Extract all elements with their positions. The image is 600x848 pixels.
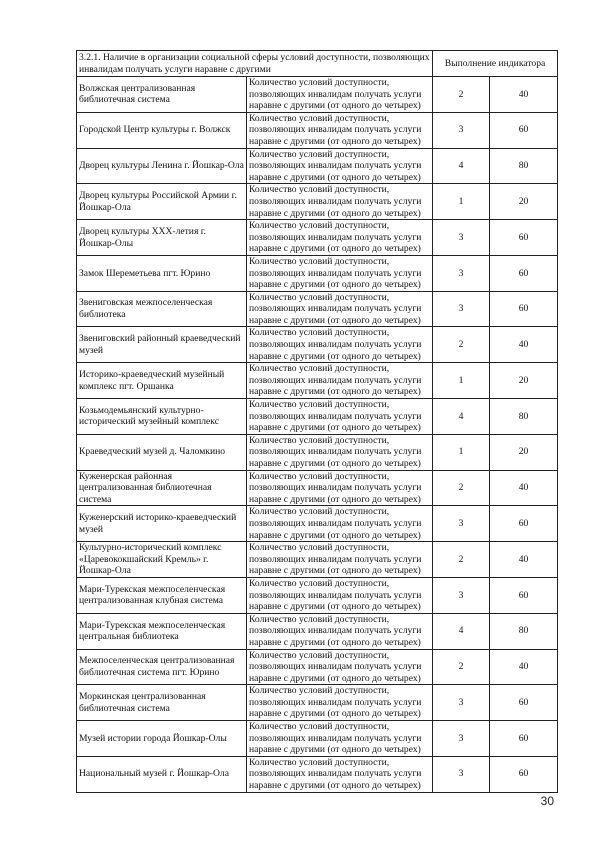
conditions-count-cell: 3 bbox=[433, 112, 490, 148]
org-name-cell: Козьмодемьянский культурно-исторический музейный комплекс bbox=[77, 399, 247, 435]
org-name-cell: Городской Центр культуры г. Волжск bbox=[77, 112, 247, 148]
accessibility-table bbox=[76, 50, 558, 793]
percent-cell: 60 bbox=[490, 255, 558, 291]
table-row bbox=[77, 112, 558, 148]
table-header-row bbox=[77, 51, 558, 77]
org-name-cell: Замок Шереметьева пгт. Юрино bbox=[77, 255, 247, 291]
table-row bbox=[77, 77, 558, 113]
org-name-cell: Краеведческий музей д. Чаломкино bbox=[77, 434, 247, 470]
table-row bbox=[77, 291, 558, 327]
percent-cell: 20 bbox=[490, 363, 558, 399]
conditions-count-cell: 2 bbox=[433, 649, 490, 685]
percent-cell: 80 bbox=[490, 613, 558, 649]
conditions-count-cell: 3 bbox=[433, 291, 490, 327]
conditions-count-cell: 3 bbox=[433, 721, 490, 757]
indicator-description-cell: Количество условий доступности, позволяющих инвалидам получать услуги наравне с другими (от одного до четырех) bbox=[247, 577, 433, 613]
percent-cell: 60 bbox=[490, 577, 558, 613]
indicator-description-cell: Количество условий доступности, позволяющих инвалидам получать услуги наравне с другими (от одного до четырех) bbox=[247, 255, 433, 291]
table-row bbox=[77, 184, 558, 220]
percent-cell: 40 bbox=[490, 649, 558, 685]
indicator-description-cell: Количество условий доступности, позволяющих инвалидам получать услуги наравне с другими (от одного до четырех) bbox=[247, 542, 433, 578]
conditions-count-cell: 3 bbox=[433, 220, 490, 256]
page-number: 30 bbox=[540, 794, 554, 808]
org-name-cell: Культурно-исторический комплекс «Царевококшайский Кремль» г. Йошкар-Ола bbox=[77, 542, 247, 578]
table-row bbox=[77, 649, 558, 685]
org-name-cell: Звениговский районный краеведческий музей bbox=[77, 327, 247, 363]
org-name-cell: Мари-Турекская межпоселенческая центральная библиотека bbox=[77, 613, 247, 649]
indicator-header: Выполнение индикатора bbox=[433, 51, 558, 77]
table-row bbox=[77, 613, 558, 649]
indicator-description-cell: Количество условий доступности, позволяющих инвалидам получать услуги наравне с другими (от одного до четырех) bbox=[247, 363, 433, 399]
indicator-description-cell: Количество условий доступности, позволяющих инвалидам получать услуги наравне с другими (от одного до четырех) bbox=[247, 327, 433, 363]
indicator-description-cell: Количество условий доступности, позволяющих инвалидам получать услуги наравне с другими (от одного до четырех) bbox=[247, 506, 433, 542]
org-name-cell: Национальный музей г. Йошкар-Ола bbox=[77, 756, 247, 792]
table-body bbox=[77, 51, 558, 793]
org-name-cell: Мари-Турекская межпоселенческая централизованная клубная система bbox=[77, 577, 247, 613]
percent-cell: 20 bbox=[490, 184, 558, 220]
percent-cell: 60 bbox=[490, 506, 558, 542]
org-name-cell: Межпоселенческая централизованная библиотечная система пгт. Юрино bbox=[77, 649, 247, 685]
indicator-description-cell: Количество условий доступности, позволяющих инвалидам получать услуги наравне с другими (от одного до четырех) bbox=[247, 434, 433, 470]
org-name-cell: Волжская централизованная библиотечная система bbox=[77, 77, 247, 113]
conditions-count-cell: 3 bbox=[433, 685, 490, 721]
org-name-cell: Звениговская межпоселенческая библиотека bbox=[77, 291, 247, 327]
percent-cell: 60 bbox=[490, 721, 558, 757]
org-name-cell: Моркинская централизованная библиотечная система bbox=[77, 685, 247, 721]
conditions-count-cell: 4 bbox=[433, 148, 490, 184]
conditions-count-cell: 3 bbox=[433, 577, 490, 613]
table-row bbox=[77, 470, 558, 506]
conditions-count-cell: 2 bbox=[433, 77, 490, 113]
table-row bbox=[77, 756, 558, 792]
conditions-count-cell: 3 bbox=[433, 506, 490, 542]
table-row bbox=[77, 399, 558, 435]
conditions-count-cell: 2 bbox=[433, 327, 490, 363]
percent-cell: 40 bbox=[490, 327, 558, 363]
indicator-description-cell: Количество условий доступности, позволяющих инвалидам получать услуги наравне с другими (от одного до четырех) bbox=[247, 756, 433, 792]
indicator-description-cell: Количество условий доступности, позволяющих инвалидам получать услуги наравне с другими (от одного до четырех) bbox=[247, 685, 433, 721]
conditions-count-cell: 4 bbox=[433, 613, 490, 649]
percent-cell: 40 bbox=[490, 542, 558, 578]
indicator-description-cell: Количество условий доступности, позволяющих инвалидам получать услуги наравне с другими (от одного до четырех) bbox=[247, 613, 433, 649]
conditions-count-cell: 3 bbox=[433, 255, 490, 291]
percent-cell: 60 bbox=[490, 756, 558, 792]
table-row bbox=[77, 721, 558, 757]
percent-cell: 60 bbox=[490, 220, 558, 256]
criterion-header: 3.2.1. Наличие в организации социальной сферы условий доступности, позволяющих инвалидам получать услуги наравне с другими bbox=[77, 51, 433, 77]
percent-cell: 40 bbox=[490, 470, 558, 506]
indicator-description-cell: Количество условий доступности, позволяющих инвалидам получать услуги наравне с другими (от одного до четырех) bbox=[247, 184, 433, 220]
percent-cell: 40 bbox=[490, 77, 558, 113]
org-name-cell: Дворец культуры XXX-летия г. Йошкар-Олы bbox=[77, 220, 247, 256]
org-name-cell: Дворец культуры Российской Армии г. Йошкар-Ола bbox=[77, 184, 247, 220]
conditions-count-cell: 1 bbox=[433, 184, 490, 220]
conditions-count-cell: 1 bbox=[433, 434, 490, 470]
table-row bbox=[77, 327, 558, 363]
table-row bbox=[77, 577, 558, 613]
org-name-cell: Куженерский историко-краеведческий музей bbox=[77, 506, 247, 542]
indicator-description-cell: Количество условий доступности, позволяющих инвалидам получать услуги наравне с другими (от одного до четырех) bbox=[247, 649, 433, 685]
org-name-cell: Куженерская районная централизованная библиотечная система bbox=[77, 470, 247, 506]
indicator-description-cell: Количество условий доступности, позволяющих инвалидам получать услуги наравне с другими (от одного до четырех) bbox=[247, 220, 433, 256]
table-row bbox=[77, 685, 558, 721]
indicator-description-cell: Количество условий доступности, позволяющих инвалидам получать услуги наравне с другими (от одного до четырех) bbox=[247, 721, 433, 757]
percent-cell: 60 bbox=[490, 112, 558, 148]
indicator-description-cell: Количество условий доступности, позволяющих инвалидам получать услуги наравне с другими (от одного до четырех) bbox=[247, 399, 433, 435]
percent-cell: 80 bbox=[490, 148, 558, 184]
indicator-description-cell: Количество условий доступности, позволяющих инвалидам получать услуги наравне с другими (от одного до четырех) bbox=[247, 291, 433, 327]
percent-cell: 80 bbox=[490, 399, 558, 435]
table-row bbox=[77, 506, 558, 542]
conditions-count-cell: 1 bbox=[433, 363, 490, 399]
conditions-count-cell: 3 bbox=[433, 756, 490, 792]
percent-cell: 60 bbox=[490, 291, 558, 327]
org-name-cell: Дворец культуры Ленина г. Йошкар-Ола bbox=[77, 148, 247, 184]
indicator-description-cell: Количество условий доступности, позволяющих инвалидам получать услуги наравне с другими (от одного до четырех) bbox=[247, 77, 433, 113]
table-row bbox=[77, 148, 558, 184]
org-name-cell: Музей истории города Йошкар-Олы bbox=[77, 721, 247, 757]
org-name-cell: Историко-краеведческий музейный комплекс пгт. Оршанка bbox=[77, 363, 247, 399]
table-row bbox=[77, 542, 558, 578]
conditions-count-cell: 4 bbox=[433, 399, 490, 435]
percent-cell: 60 bbox=[490, 685, 558, 721]
indicator-description-cell: Количество условий доступности, позволяющих инвалидам получать услуги наравне с другими (от одного до четырех) bbox=[247, 470, 433, 506]
table-row bbox=[77, 363, 558, 399]
table-row bbox=[77, 255, 558, 291]
conditions-count-cell: 2 bbox=[433, 542, 490, 578]
indicator-description-cell: Количество условий доступности, позволяющих инвалидам получать услуги наравне с другими (от одного до четырех) bbox=[247, 148, 433, 184]
conditions-count-cell: 2 bbox=[433, 470, 490, 506]
indicator-description-cell: Количество условий доступности, позволяющих инвалидам получать услуги наравне с другими (от одного до четырех) bbox=[247, 112, 433, 148]
table-row bbox=[77, 434, 558, 470]
percent-cell: 20 bbox=[490, 434, 558, 470]
table-row bbox=[77, 220, 558, 256]
